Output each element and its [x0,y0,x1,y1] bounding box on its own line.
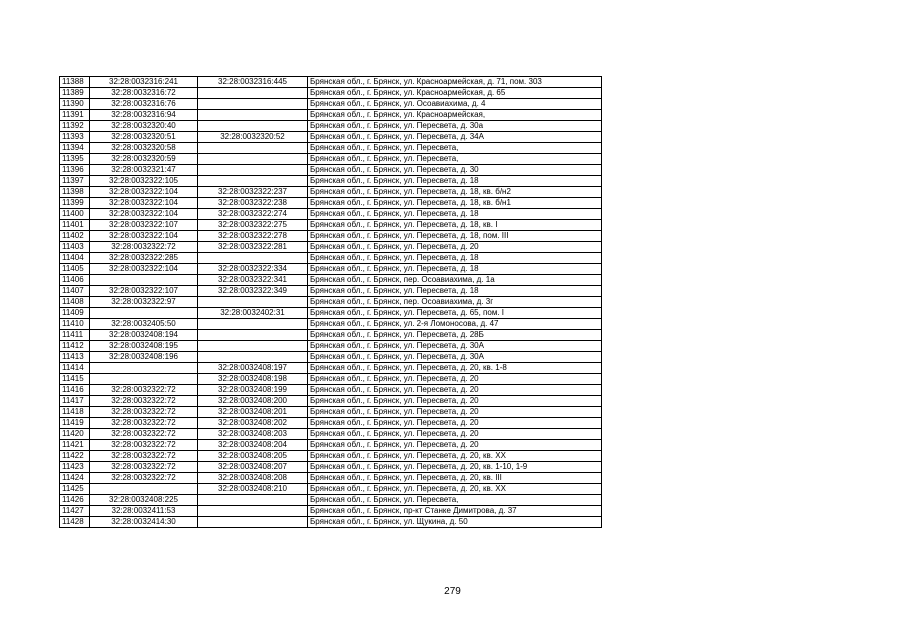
object-number-cell [198,253,308,264]
table-row [60,209,602,220]
address-cell: Брянская обл., г. Брянск, пер. Осоавиахима, д. 3г [308,297,602,308]
row-number-cell: 11402 [60,231,90,242]
address-cell: Брянская обл., г. Брянск, ул. Пересвета, д. 20, кв. XX [308,451,602,462]
table-row [60,110,602,121]
row-number-cell: 11394 [60,143,90,154]
row-number-cell: 11418 [60,407,90,418]
table-row [60,99,602,110]
row-number-cell: 11417 [60,396,90,407]
address-cell: Брянская обл., г. Брянск, ул. Красноармейская, д. 65 [308,88,602,99]
address-cell: Брянская обл., г. Брянск, ул. Пересвета, д. 20, кв. 1-10, 1-9 [308,462,602,473]
table-row [60,473,602,484]
table-row [60,220,602,231]
table-row [60,231,602,242]
row-number-cell: 11404 [60,253,90,264]
table-row [60,165,602,176]
row-number-cell: 11411 [60,330,90,341]
cadastral-number-cell: 32:28:0032322:104 [90,264,198,275]
row-number-cell: 11412 [60,341,90,352]
cadastral-number-cell: 32:28:0032322:72 [90,407,198,418]
object-number-cell [198,319,308,330]
address-cell: Брянская обл., г. Брянск, ул. Пересвета, д. 20, кв. III [308,473,602,484]
row-number-cell: 11428 [60,517,90,528]
table-row [60,88,602,99]
row-number-cell: 11400 [60,209,90,220]
cadastral-number-cell: 32:28:0032322:104 [90,187,198,198]
address-cell: Брянская обл., г. Брянск, ул. Пересвета, д. 34А [308,132,602,143]
cadastral-number-cell: 32:28:0032320:58 [90,143,198,154]
address-cell: Брянская обл., г. Брянск, ул. Пересвета, д. 20 [308,407,602,418]
cadastral-number-cell: 32:28:0032322:72 [90,385,198,396]
cadastral-number-cell: 32:28:0032408:225 [90,495,198,506]
table-row [60,77,602,88]
address-cell: Брянская обл., г. Брянск, пр-кт Станке Димитрова, д. 37 [308,506,602,517]
address-cell: Брянская обл., г. Брянск, ул. Пересвета, [308,154,602,165]
row-number-cell: 11396 [60,165,90,176]
cadastral-number-cell: 32:28:0032316:72 [90,88,198,99]
address-cell: Брянская обл., г. Брянск, ул. Пересвета, д. 28Б [308,330,602,341]
cadastral-number-cell: 32:28:0032316:241 [90,77,198,88]
address-cell: Брянская обл., г. Брянск, ул. Пересвета, д. 20 [308,429,602,440]
object-number-cell: 32:28:0032408:198 [198,374,308,385]
object-number-cell: 32:28:0032408:204 [198,440,308,451]
row-number-cell: 11427 [60,506,90,517]
row-number-cell: 11426 [60,495,90,506]
table-row [60,374,602,385]
row-number-cell: 11421 [60,440,90,451]
cadastral-number-cell: 32:28:0032322:105 [90,176,198,187]
cadastral-number-cell: 32:28:0032322:72 [90,473,198,484]
object-number-cell [198,341,308,352]
table-row [60,143,602,154]
cadastral-number-cell: 32:28:0032322:107 [90,220,198,231]
address-cell: Брянская обл., г. Брянск, пер. Осоавиахима, д. 1а [308,275,602,286]
row-number-cell: 11409 [60,308,90,319]
address-cell: Брянская обл., г. Брянск, ул. Пересвета, д. 30а [308,121,602,132]
cadastral-number-cell: 32:28:0032322:72 [90,462,198,473]
cadastral-number-cell: 32:28:0032322:285 [90,253,198,264]
table-row [60,198,602,209]
address-cell: Брянская обл., г. Брянск, ул. Пересвета, д. 20 [308,418,602,429]
address-cell: Брянская обл., г. Брянск, ул. Пересвета, д. 30А [308,352,602,363]
object-number-cell: 32:28:0032322:349 [198,286,308,297]
address-cell: Брянская обл., г. Брянск, ул. Пересвета, д. 18, кв. б/н2 [308,187,602,198]
object-number-cell [198,330,308,341]
row-number-cell: 11410 [60,319,90,330]
row-number-cell: 11405 [60,264,90,275]
object-number-cell: 32:28:0032408:200 [198,396,308,407]
object-number-cell [198,110,308,121]
cadastral-number-cell: 32:28:0032322:72 [90,418,198,429]
row-number-cell: 11389 [60,88,90,99]
row-number-cell: 11420 [60,429,90,440]
object-number-cell [198,506,308,517]
address-cell: Брянская обл., г. Брянск, ул. Пересвета, д. 18 [308,253,602,264]
table-row [60,154,602,165]
table-row [60,264,602,275]
row-number-cell: 11424 [60,473,90,484]
address-cell: Брянская обл., г. Брянск, ул. Пересвета, д. 20 [308,385,602,396]
address-cell: Брянская обл., г. Брянск, ул. Пересвета, д. 20, кв. 1-8 [308,363,602,374]
cadastral-number-cell [90,484,198,495]
object-number-cell: 32:28:0032322:278 [198,231,308,242]
table-row [60,484,602,495]
address-cell: Брянская обл., г. Брянск, ул. Пересвета, д. 18, пом. III [308,231,602,242]
object-number-cell [198,176,308,187]
row-number-cell: 11388 [60,77,90,88]
address-cell: Брянская обл., г. Брянск, ул. Пересвета, д. 30А [308,341,602,352]
object-number-cell [198,352,308,363]
cadastral-number-cell: 32:28:0032321:47 [90,165,198,176]
page-number: 279 [444,586,461,597]
table-row [60,286,602,297]
row-number-cell: 11413 [60,352,90,363]
row-number-cell: 11391 [60,110,90,121]
table-row [60,319,602,330]
cadastral-number-cell: 32:28:0032405:50 [90,319,198,330]
object-number-cell: 32:28:0032408:199 [198,385,308,396]
row-number-cell: 11393 [60,132,90,143]
object-number-cell: 32:28:0032408:203 [198,429,308,440]
cadastral-number-cell: 32:28:0032320:59 [90,154,198,165]
object-number-cell: 32:28:0032408:205 [198,451,308,462]
row-number-cell: 11407 [60,286,90,297]
cadastral-number-cell: 32:28:0032408:194 [90,330,198,341]
address-cell: Брянская обл., г. Брянск, ул. Пересвета, д. 18 [308,209,602,220]
row-number-cell: 11423 [60,462,90,473]
row-number-cell: 11395 [60,154,90,165]
address-cell: Брянская обл., г. Брянск, ул. Красноармейская, д. 71, пом. 303 [308,77,602,88]
cadastral-number-cell: 32:28:0032411:53 [90,506,198,517]
row-number-cell: 11401 [60,220,90,231]
address-cell: Брянская обл., г. Брянск, ул. Пересвета, д. 18, кв. I [308,220,602,231]
object-number-cell [198,143,308,154]
row-number-cell: 11406 [60,275,90,286]
table-row [60,407,602,418]
table-row [60,242,602,253]
cadastral-number-cell: 32:28:0032322:104 [90,231,198,242]
object-number-cell: 32:28:0032408:210 [198,484,308,495]
address-cell: Брянская обл., г. Брянск, ул. Пересвета, д. 20 [308,396,602,407]
table-row [60,176,602,187]
cadastral-number-cell: 32:28:0032322:72 [90,396,198,407]
table-row [60,429,602,440]
address-cell: Брянская обл., г. Брянск, ул. 2-я Ломоносова, д. 47 [308,319,602,330]
row-number-cell: 11398 [60,187,90,198]
table-row [60,187,602,198]
object-number-cell [198,297,308,308]
address-cell: Брянская обл., г. Брянск, ул. Пересвета, д. 18 [308,286,602,297]
table-row [60,132,602,143]
registry-table-body [60,77,602,528]
object-number-cell: 32:28:0032408:202 [198,418,308,429]
object-number-cell: 32:28:0032408:207 [198,462,308,473]
address-cell: Брянская обл., г. Брянск, ул. Пересвета, д. 65, пом. I [308,308,602,319]
table-row [60,253,602,264]
cadastral-number-cell [90,374,198,385]
cadastral-number-cell: 32:28:0032322:72 [90,451,198,462]
table-row [60,451,602,462]
address-cell: Брянская обл., г. Брянск, ул. Осоавиахима, д. 4 [308,99,602,110]
table-row [60,418,602,429]
row-number-cell: 11397 [60,176,90,187]
cadastral-number-cell: 32:28:0032322:72 [90,429,198,440]
cadastral-number-cell: 32:28:0032316:94 [90,110,198,121]
object-number-cell: 32:28:0032322:334 [198,264,308,275]
cadastral-number-cell: 32:28:0032320:40 [90,121,198,132]
table-row [60,462,602,473]
address-cell: Брянская обл., г. Брянск, ул. Пересвета, д. 18 [308,264,602,275]
row-number-cell: 11392 [60,121,90,132]
row-number-cell: 11419 [60,418,90,429]
cadastral-number-cell [90,275,198,286]
cadastral-number-cell [90,308,198,319]
table-row [60,363,602,374]
object-number-cell [198,517,308,528]
row-number-cell: 11422 [60,451,90,462]
row-number-cell: 11425 [60,484,90,495]
address-cell: Брянская обл., г. Брянск, ул. Пересвета, д. 18 [308,176,602,187]
cadastral-number-cell: 32:28:0032322:104 [90,198,198,209]
table-row [60,440,602,451]
object-number-cell: 32:28:0032402:31 [198,308,308,319]
object-number-cell: 32:28:0032316:445 [198,77,308,88]
object-number-cell: 32:28:0032408:201 [198,407,308,418]
object-number-cell: 32:28:0032322:341 [198,275,308,286]
address-cell: Брянская обл., г. Брянск, ул. Пересвета, д. 20 [308,374,602,385]
object-number-cell: 32:28:0032408:197 [198,363,308,374]
row-number-cell: 11399 [60,198,90,209]
cadastral-number-cell: 32:28:0032322:72 [90,440,198,451]
cadastral-number-cell: 32:28:0032322:107 [90,286,198,297]
object-number-cell: 32:28:0032322:274 [198,209,308,220]
cadastral-number-cell: 32:28:0032414:30 [90,517,198,528]
address-cell: Брянская обл., г. Брянск, ул. Пересвета, д. 18, кв. б/н1 [308,198,602,209]
cadastral-number-cell [90,363,198,374]
cadastral-number-cell: 32:28:0032320:51 [90,132,198,143]
object-number-cell: 32:28:0032408:208 [198,473,308,484]
cadastral-number-cell: 32:28:0032322:97 [90,297,198,308]
object-number-cell [198,99,308,110]
table-row [60,308,602,319]
cadastral-number-cell: 32:28:0032322:72 [90,242,198,253]
table-row [60,330,602,341]
object-number-cell [198,88,308,99]
address-cell: Брянская обл., г. Брянск, ул. Пересвета, [308,143,602,154]
table-row [60,297,602,308]
table-row [60,352,602,363]
object-number-cell: 32:28:0032322:281 [198,242,308,253]
row-number-cell: 11408 [60,297,90,308]
object-number-cell: 32:28:0032322:237 [198,187,308,198]
object-number-cell [198,495,308,506]
cadastral-number-cell: 32:28:0032408:196 [90,352,198,363]
address-cell: Брянская обл., г. Брянск, ул. Пересвета, д. 30 [308,165,602,176]
cadastral-number-cell: 32:28:0032322:104 [90,209,198,220]
address-cell: Брянская обл., г. Брянск, ул. Пересвета, [308,495,602,506]
table-row [60,121,602,132]
registry-table [59,76,602,528]
object-number-cell [198,165,308,176]
table-row [60,341,602,352]
cadastral-number-cell: 32:28:0032316:76 [90,99,198,110]
object-number-cell [198,121,308,132]
address-cell: Брянская обл., г. Брянск, ул. Пересвета, д. 20 [308,440,602,451]
object-number-cell [198,154,308,165]
row-number-cell: 11415 [60,374,90,385]
object-number-cell: 32:28:0032320:52 [198,132,308,143]
table-row [60,275,602,286]
address-cell: Брянская обл., г. Брянск, ул. Красноармейская, [308,110,602,121]
table-row [60,495,602,506]
table-row [60,506,602,517]
address-cell: Брянская обл., г. Брянск, ул. Пересвета, д. 20 [308,242,602,253]
row-number-cell: 11416 [60,385,90,396]
address-cell: Брянская обл., г. Брянск, ул. Щукина, д. 50 [308,517,602,528]
row-number-cell: 11414 [60,363,90,374]
table-row [60,385,602,396]
table-row [60,396,602,407]
address-cell: Брянская обл., г. Брянск, ул. Пересвета, д. 20, кв. XX [308,484,602,495]
row-number-cell: 11403 [60,242,90,253]
cadastral-number-cell: 32:28:0032408:195 [90,341,198,352]
object-number-cell: 32:28:0032322:238 [198,198,308,209]
row-number-cell: 11390 [60,99,90,110]
object-number-cell: 32:28:0032322:275 [198,220,308,231]
table-row [60,517,602,528]
